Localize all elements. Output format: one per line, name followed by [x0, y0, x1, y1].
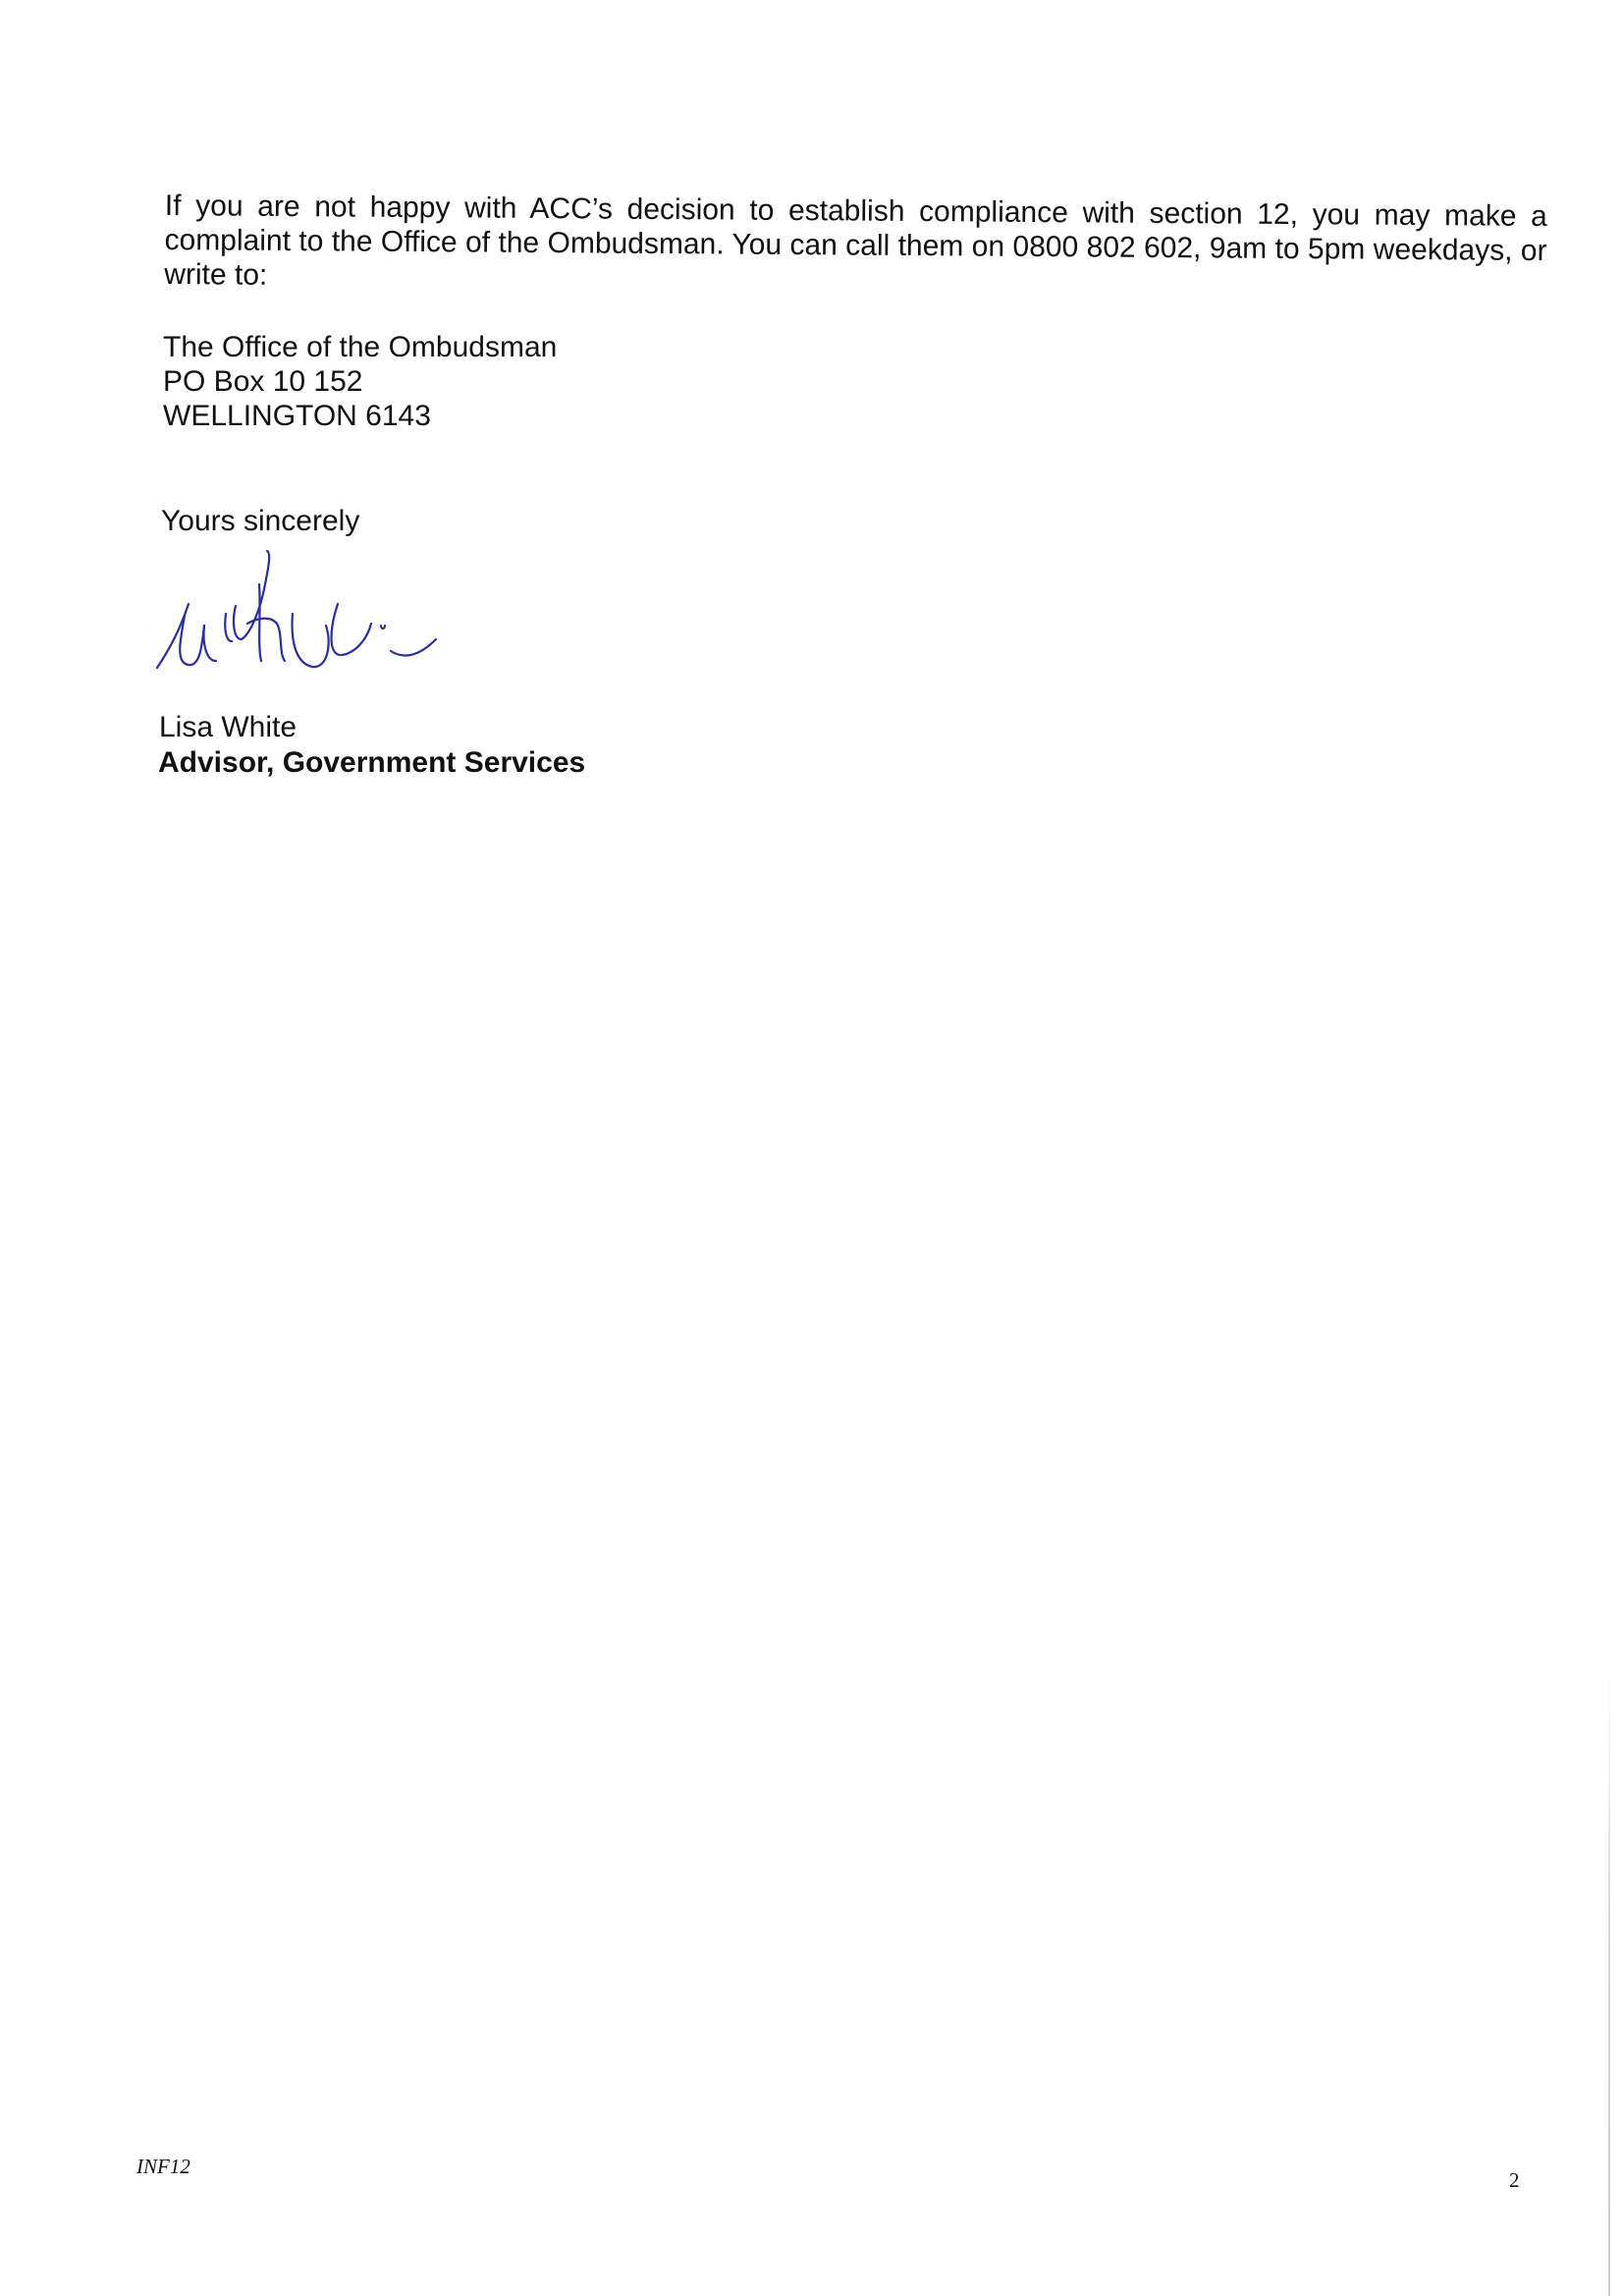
form-code: INF12 — [136, 2155, 190, 2178]
page-number: 2 — [1509, 2168, 1520, 2192]
handwritten-signature — [145, 545, 450, 712]
address-line-city: WELLINGTON 6143 — [163, 400, 431, 432]
body-paragraph: If you are not happy with ACC’s decision to establish compliance with section 12, you may make a complaint to the Office of the Ombudsman. You can call them on 0800 802 602, 9am to 5pm weekdays, or write to: — [164, 189, 1547, 292]
signer-name: Lisa White — [159, 711, 298, 743]
signer-title: Advisor, Government Services — [158, 746, 586, 779]
signature-strokes — [157, 551, 436, 668]
address-line-name: The Office of the Ombudsman — [163, 331, 558, 363]
closing-salutation: Yours sincerely — [161, 505, 360, 537]
address-line-po-box: PO Box 10 152 — [163, 365, 363, 398]
scan-edge-line — [1608, 1669, 1610, 2296]
ombudsman-address — [163, 330, 557, 433]
